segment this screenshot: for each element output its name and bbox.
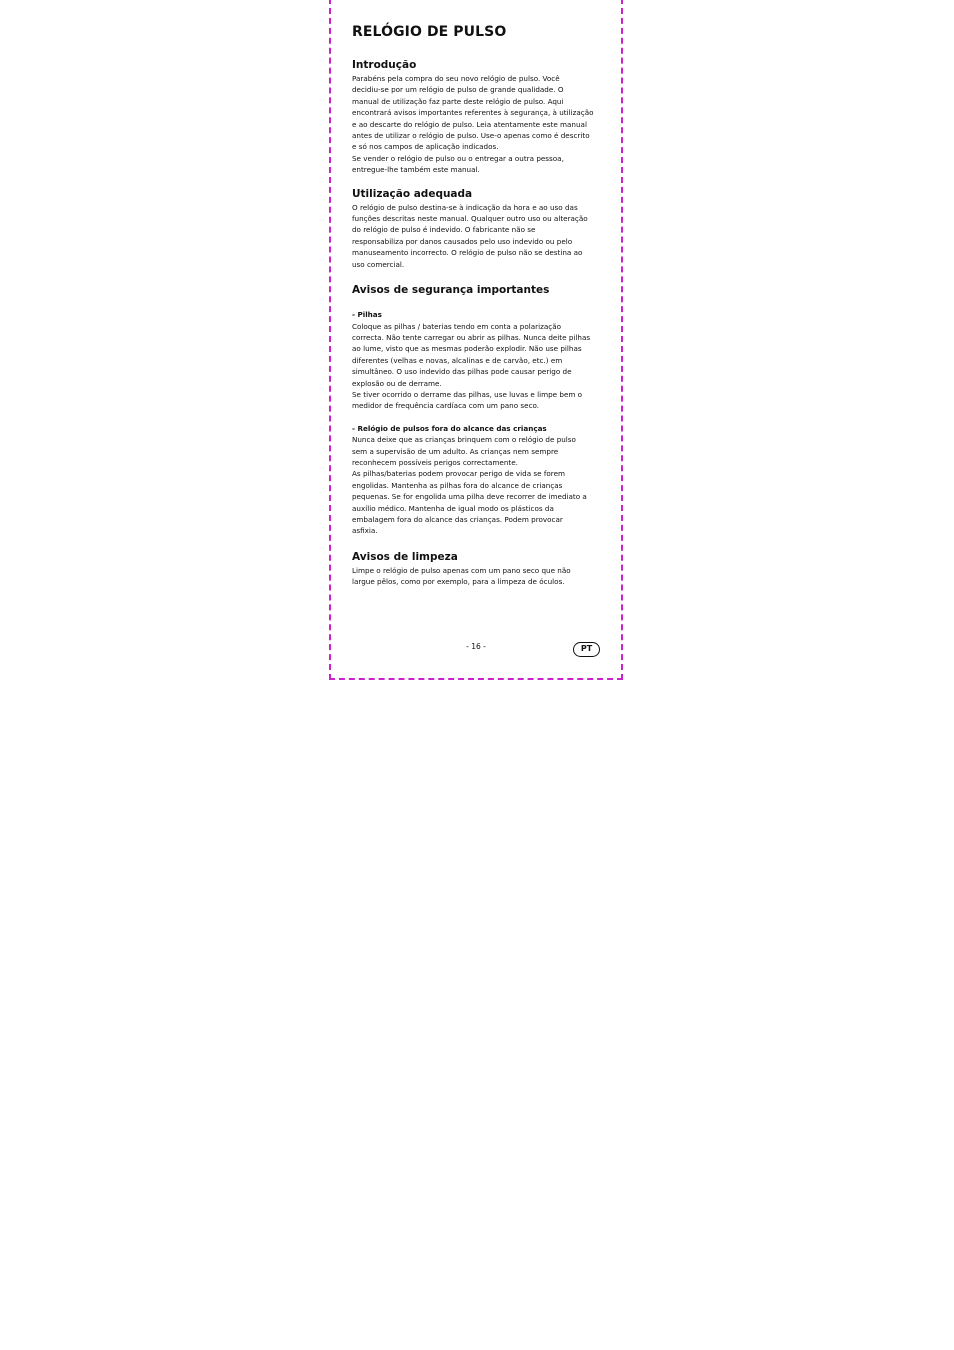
subsection-pilhas	[352, 309, 604, 412]
section-text-introducao: Parabéns pela compra do seu novo relógio de pulso. Você decidiu-se por um relógio de pulso de grande qualidade. O manual de utilização faz parte deste relógio de pulso. Aqui encontrará avisos importantes referentes à segurança, à utilização e ao descarte do relógio de pulso. Leia atentamente este manual antes de utilizar o relógio de pulso. Use-o apenas como é descrito e só nos campos de aplicação indicados. Se vender o relógio de pulso ou o entregar a outra pessoa, entregue-lhe também este manual.	[352, 74, 594, 175]
section-text-utilizacao: O relógio de pulso destina-se à indicação da hora e ao uso das funções descritas neste manual. Qualquer outro uso ou alteração do relógio de pulso é indevido. O fabricante não se responsabiliza por danos causados pelo uso indevido ou pelo manuseamento incorrecto. O relógio de pulso não se destina ao uso comercial.	[352, 202, 588, 269]
subheading-pilhas: - Pilhas	[352, 310, 382, 320]
subsection-criancas	[352, 423, 604, 537]
section-text-limpeza: Limpe o relógio de pulso apenas com um pano seco que não largue pêlos, como por exemplo, para a limpeza de óculos.	[352, 565, 571, 587]
document-title: RELÓGIO DE PULSO	[352, 24, 507, 40]
page-number: - 16 -	[466, 642, 486, 651]
section-avisos-limpeza	[352, 551, 604, 588]
language-badge: PT	[573, 642, 600, 657]
section-heading-introducao: Introdução	[352, 59, 417, 71]
subsection-text-pilhas: Coloque as pilhas / baterias tendo em conta a polarização correcta. Não tente carregar ou abrir as pilhas. Nunca deite pilhas ao lume, visto que as mesmas poderão explodir. Não use pilhas diferentes (velhas e novas, alcalinas e de carvão, etc.) em simultâneo. O uso indevido das pilhas pode causar perigo de explosão ou de derrame. Se tiver ocorrido o derrame das pilhas, use luvas e limpe bem o medidor de frequência cardíaca com um pano seco.	[352, 321, 591, 411]
section-heading-utilizacao: Utilização adequada	[352, 187, 473, 200]
section-avisos-seguranca	[352, 284, 604, 537]
section-heading-seguranca: Avisos de segurança importantes	[352, 284, 550, 297]
document-body	[352, 24, 604, 600]
section-introducao	[352, 59, 604, 176]
subheading-criancas: - Relógio de pulsos fora do alcance das crianças	[352, 423, 547, 433]
subsection-text-criancas: Nunca deixe que as crianças brinquem com o relógio de pulso sem a supervisão de um adulto. As crianças nem sempre reconhecem possíveis perigos correctamente. As pilhas/baterias podem provocar perigo de vida se forem engolidas. Mantenha as pilhas fora do alcance de crianças pequenas. Se for engolida uma pilha deve recorrer de imediato a auxílio médico. Mantenha de igual modo os plásticos da embalagem fora do alcance das crianças. Podem provocar asfixia.	[352, 435, 587, 536]
section-utilizacao-adequada	[352, 188, 604, 270]
section-heading-limpeza: Avisos de limpeza	[352, 550, 458, 563]
